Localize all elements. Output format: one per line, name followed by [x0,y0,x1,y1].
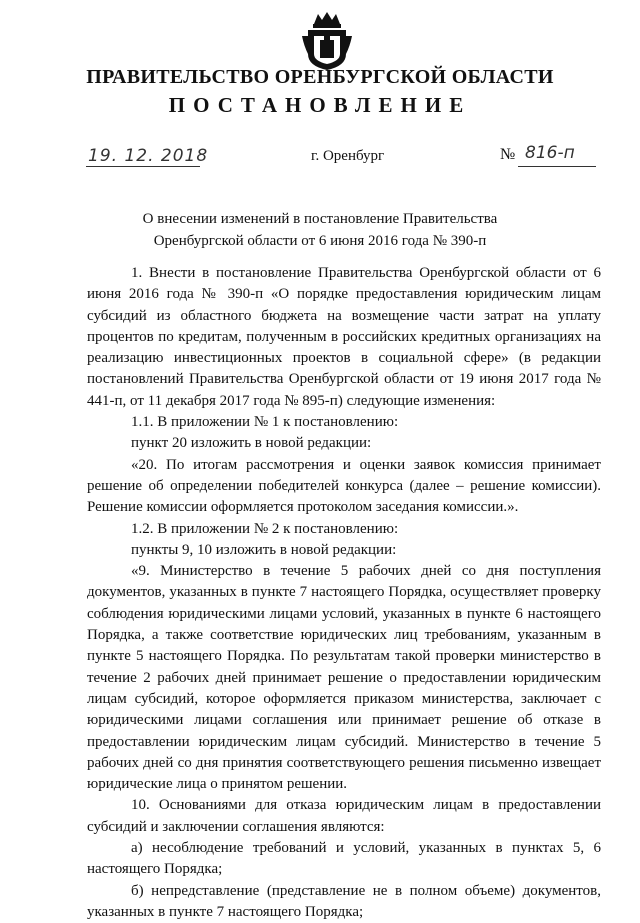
number-label: № [500,146,516,163]
date-underline [86,166,200,167]
document-body [87,263,601,923]
number-underline [518,166,596,167]
body-paragraph: 1.1. В приложении № 1 к постановлению: [131,414,399,431]
subject-line: Оренбургской области от 6 июня 2016 года № 390-п [153,233,487,249]
body-paragraph: «20. По итогам рассмотрения и оценки заявок комиссия принимает решение об определении победителей конкурса (далее – решение комиссии). Решение комиссии оформляется протоколом заседания комиссии.». [87,456,601,516]
coat-of-arms-emblem [300,10,354,72]
document-type-title: ПОСТАНОВЛЕНИЕ [168,93,472,117]
body-paragraph: «9. Министерство в течение 5 рабочих дней со дня поступления документов, указанных в пункте 7 настоящего Порядка, осуществляет проверку соблюдения юридическими лицами условий, указанных в пункте 6 настоящего Порядка, а также соответствие юридических лиц требованиям, указанным в пункте 5 настоящего Порядка. По результатам такой проверки министерство в течение 2 рабочих дней принимает решение о предоставлении юридическим лицам субсидий, которое оформляется приказом министерства, заключает с юридическими лицами соглашения или принимает решение об отказе в предоставлении юридическим лицам субсидий. Министерство в течение 5 рабочих дней со дня принятия соответствующего решения письменно извещает юридические лица о принятом решении. [87,563,601,793]
document-number: 816-п [525,143,575,163]
body-paragraph: 10. Основаниями для отказа юридическим лицам в предоставлении субсидий и заключении соглашения являются: [87,797,601,835]
body-paragraph: 1.2. В приложении № 2 к постановлению: [131,520,399,537]
body-paragraph: 1. Внести в постановление Правительства Оренбургской области от 6 июня 2016 года № 390-п «О порядке предоставления юридическим лицам субсидий из областного бюджета на возмещение части затрат на уплату процентов по кредитам, полученным в российских кредитных организациях на реализацию инвестиционных проектов в социальной сфере» (в редакции постановлений Правительства Оренбургской области от 19 июня 2017 года № 441-п, от 11 декабря 2017 года № 895-п) следующие изменения: [87,265,601,409]
body-paragraph: пункты 9, 10 изложить в новой редакции: [131,541,397,558]
body-paragraph: а) несоблюдение требований и условий, указанных в пунктах 5, 6 настоящего Порядка; [87,840,601,878]
subject-line: О внесении изменений в постановление Правительства [142,211,498,227]
document-city: г. Оренбург [311,148,385,164]
body-paragraph: б) непредставление (представление не в полном объеме) документов, указанных в пункте 7 настоящего Порядка; [87,882,601,920]
body-paragraph: пункт 20 изложить в новой редакции: [131,435,372,452]
document-subject [0,208,640,252]
organization-title: ПРАВИТЕЛЬСТВО ОРЕНБУРГСКОЙ ОБЛАСТИ [86,66,554,88]
document-date: 19. 12. 2018 [88,146,209,166]
